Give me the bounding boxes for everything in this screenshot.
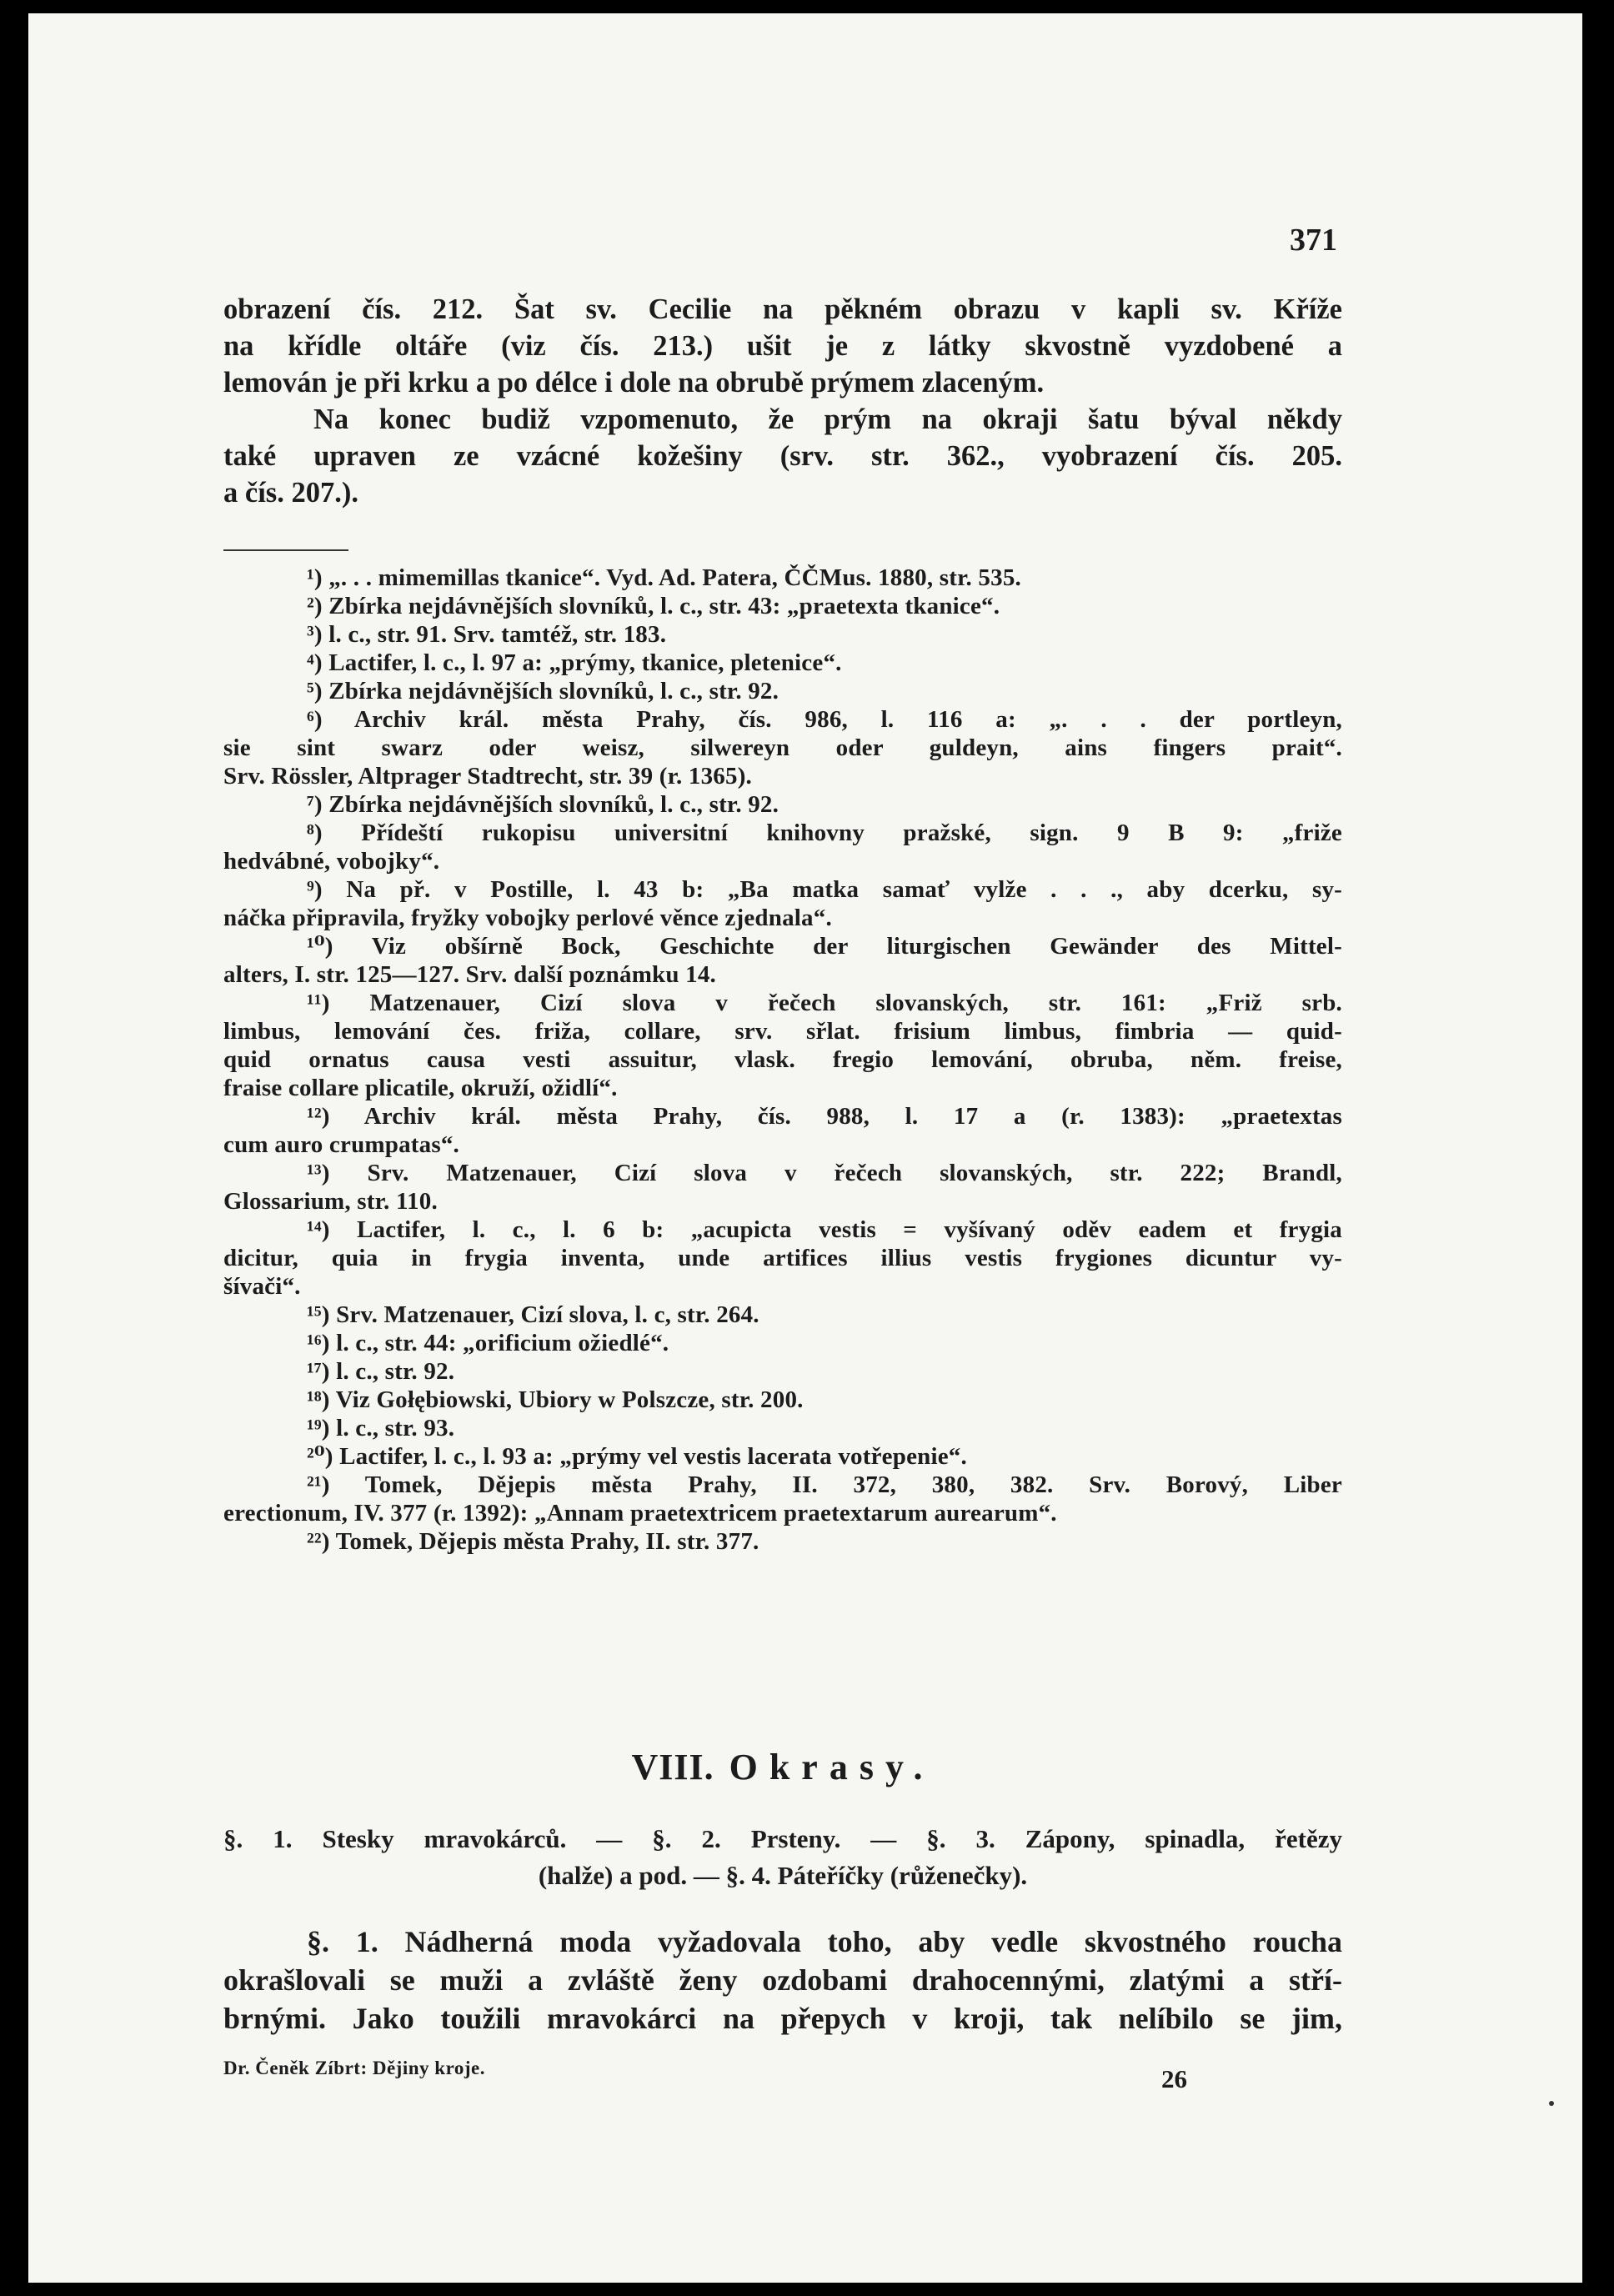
footnote	[223, 1527, 1342, 1556]
footnote-line: dicitur, quia in frygia inventa, unde artifices illius vestis frygiones dicuntur vy-	[223, 1245, 1342, 1271]
summary-line: §. 1. Stesky mravokárců. — §. 2. Prsteny. — §. 3. Zápony, spinadla, řetězy	[223, 1824, 1342, 1853]
paragraph-2	[223, 401, 1342, 511]
footnote-line: Glossarium, str. 110.	[223, 1188, 438, 1215]
footnote-line: ¹¹) Matzenauer, Cizí slova v řečech slovanských, str. 161: „Friž srb.	[307, 990, 1342, 1016]
footnote	[223, 592, 1342, 620]
footnote-line: ¹) „. . . mimemillas tkanice“. Vyd. Ad. Patera, ČČMus. 1880, str. 535.	[307, 564, 1021, 591]
footnote	[223, 1357, 1342, 1386]
footnote	[223, 620, 1342, 649]
footnote-line: ⁵) Zbírka nejdávnějších slovníků, l. c., str. 92.	[307, 678, 779, 704]
footnote	[223, 649, 1342, 677]
book-signature-title: Dr. Čeněk Zíbrt: Dějiny kroje.	[223, 2058, 485, 2078]
footnote	[223, 1159, 1342, 1216]
footnote-line: alters, I. str. 125—127. Srv. další poznámku 14.	[223, 961, 717, 988]
footnote-line: erectionum, IV. 377 (r. 1392): „Annam praetextricem praetextarum aurearum“.	[223, 1500, 1057, 1526]
footnote	[223, 989, 1342, 1102]
footnote	[223, 1329, 1342, 1357]
text-block	[223, 13, 1342, 2283]
footnote-line: ⁶) Archiv král. města Prahy, čís. 986, l. 116 a: „. . . der portleyn,	[307, 706, 1342, 733]
print-mark	[1549, 2101, 1554, 2106]
footnote-line: quid ornatus causa vesti assuitur, vlask. fregio lemování, obruba, něm. freise,	[223, 1046, 1342, 1073]
footnote	[223, 1216, 1342, 1301]
paragraph-1	[223, 291, 1342, 401]
footnote-line: ¹⁰) Viz obšírně Bock, Geschichte der liturgischen Gewänder des Mittel-	[307, 933, 1342, 960]
footnote-line: limbus, lemování čes. friža, collare, srv. sřlat. frisium limbus, fimbria — quid-	[223, 1018, 1342, 1045]
footnote-line: ⁸) Přídeští rukopisu universitní knihovny pražské, sign. 9 B 9: „friže	[307, 820, 1342, 846]
body-paragraph	[223, 1923, 1342, 2038]
footnote-line: náčka připravila, fryžky vobojky perlové věnce zjednala“.	[223, 905, 832, 931]
chapter-number: VIII.	[631, 1747, 714, 1787]
chapter-summary	[223, 1821, 1342, 1894]
paragraph-line: obrazení čís. 212. Šat sv. Cecilie na pěkném obrazu v kapli sv. Kříže	[223, 293, 1342, 325]
page-number: 371	[1290, 223, 1337, 258]
footnote-line: ¹³) Srv. Matzenauer, Cizí slova v řečech slovanských, str. 222; Brandl,	[307, 1160, 1342, 1186]
footnote-line: ⁹) Na př. v Postille, l. 43 b: „Ba matka samať vylže . . ., aby dcerku, sy-	[307, 876, 1342, 903]
footnote-line: šívači“.	[223, 1273, 301, 1300]
chapter-title: Okrasy.	[729, 1747, 935, 1787]
footnote-line: Srv. Rössler, Altprager Stadtrecht, str. 39 (r. 1365).	[223, 763, 753, 790]
footnote-line: ⁷) Zbírka nejdávnějších slovníků, l. c., str. 92.	[307, 791, 779, 818]
footnote-line: ²⁰) Lactifer, l. c., l. 93 a: „prýmy vel vestis lacerata votřepenie“.	[307, 1443, 967, 1470]
sheet-signature: 26	[1161, 2064, 1187, 2093]
footnote-separator	[223, 549, 348, 551]
footnote-line: ²) Zbírka nejdávnějších slovníků, l. c., str. 43: „praetexta tkanice“.	[307, 593, 1000, 619]
footnote	[223, 875, 1342, 932]
footnote-line: fraise collare plicatile, okruží, ožidlí“.	[223, 1075, 618, 1101]
footnote-line: ¹²) Archiv král. města Prahy, čís. 988, l. 17 a (r. 1383): „praetextas	[307, 1103, 1342, 1130]
footnote	[223, 790, 1342, 819]
footnote-line: ²¹) Tomek, Dějepis města Prahy, II. 372, 380, 382. Srv. Borový, Liber	[307, 1471, 1342, 1498]
footnote-line: ²²) Tomek, Dějepis města Prahy, II. str. 377.	[307, 1528, 759, 1555]
footnote-line: hedvábné, vobojky“.	[223, 848, 440, 875]
summary-line: (halže) a pod. — §. 4. Páteříčky (růženečky).	[538, 1861, 1028, 1890]
footnote	[223, 705, 1342, 790]
footnote	[223, 1301, 1342, 1329]
footnotes	[223, 564, 1342, 1556]
footnote-line: ¹⁶) l. c., str. 44: „orificium ožiedlé“.	[307, 1330, 669, 1356]
footnote	[223, 1386, 1342, 1414]
footnote-line: ³) l. c., str. 91. Srv. tamtéž, str. 183.	[307, 621, 667, 648]
paragraph-line: Na konec budiž vzpomenuto, že prým na okraji šatu býval někdy	[313, 404, 1342, 435]
footnote-line: ⁴) Lactifer, l. c., l. 97 a: „prýmy, tkanice, pletenice“.	[307, 649, 842, 676]
body-line: §. 1. Nádherná moda vyžadovala toho, aby vedle skvostného roucha	[307, 1925, 1342, 1958]
paragraph-line: na křídle oltáře (viz čís. 213.) ušit je z látky skvostně vyzdobené a	[223, 330, 1342, 362]
footnote	[223, 1102, 1342, 1159]
footnote-line: ¹⁵) Srv. Matzenauer, Cizí slova, l. c, str. 264.	[307, 1301, 759, 1328]
footnote-line: cum auro crumpatas“.	[223, 1131, 459, 1158]
footnote	[223, 1442, 1342, 1471]
paragraph-line: také upraven ze vzácné kožešiny (srv. str. 362., vyobrazení čís. 205.	[223, 440, 1342, 472]
footnote	[223, 819, 1342, 875]
footnote-line: ¹⁴) Lactifer, l. c., l. 6 b: „acupicta vestis = vyšívaný oděv eadem et frygia	[307, 1216, 1342, 1243]
footnote-line: ¹⁹) l. c., str. 93.	[307, 1415, 455, 1441]
paragraph-line: a čís. 207.).	[223, 477, 358, 509]
scanned-page	[28, 13, 1582, 2283]
footnote	[223, 677, 1342, 705]
footnote	[223, 932, 1342, 989]
footnote	[223, 564, 1342, 592]
footnote-line: sie sint swarz oder weisz, silwereyn oder guldeyn, ains fingers prait“.	[223, 734, 1342, 761]
body-line: brnými. Jako toužili mravokárci na přepych v kroji, tak nelíbilo se jim,	[223, 2002, 1342, 2035]
footnote-line: ¹⁸) Viz Gołębiowski, Ubiory w Polszcze, str. 200.	[307, 1386, 804, 1413]
footnote	[223, 1414, 1342, 1442]
footnote-line: ¹⁷) l. c., str. 92.	[307, 1358, 455, 1385]
chapter-heading	[223, 1746, 1342, 1789]
paragraph-line: lemován je při krku a po délce i dole na obrubě prýmem zlaceným.	[223, 367, 1045, 399]
footnote	[223, 1471, 1342, 1527]
body-line: okrašlovali se muži a zvláště ženy ozdobami drahocennými, zlatými a stří-	[223, 1963, 1342, 1997]
